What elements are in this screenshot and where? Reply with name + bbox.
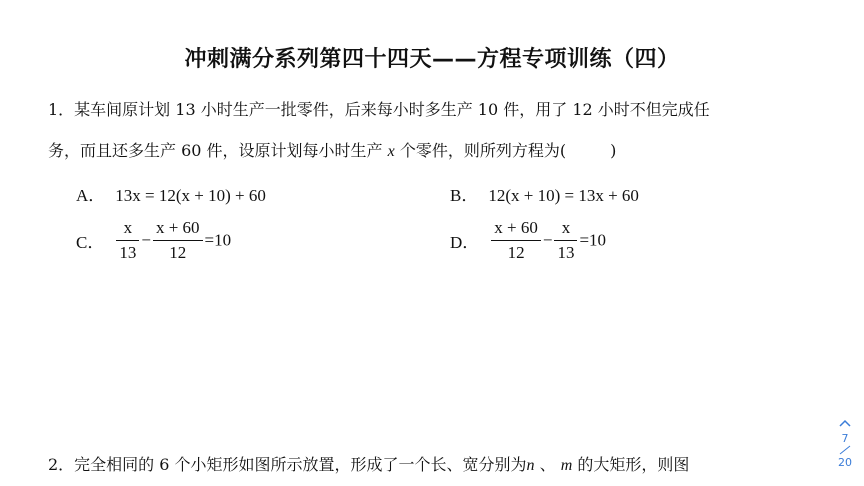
frac-numerator: x — [554, 218, 577, 241]
chevron-up-icon[interactable] — [830, 416, 860, 432]
question-1-line-1: 1．某车间原计划 13 小时生产一批零件，后来每小时多生产 10 件，用了 12 小时不但完成任 — [48, 100, 710, 119]
option-c-rhs: =10 — [204, 230, 232, 250]
current-page: 7 — [841, 432, 849, 445]
q2-sep: 、 — [539, 455, 556, 474]
option-a-equation: 13x = 12(x + 10) + 60 — [115, 186, 266, 205]
frac-numerator: x + 60 — [491, 218, 541, 241]
minus-sign: − — [141, 230, 151, 250]
frac-numerator: x + 60 — [153, 218, 203, 241]
page-separator-icon — [830, 445, 860, 456]
total-pages: 20 — [838, 456, 852, 469]
frac-numerator: x — [116, 218, 139, 241]
page-indicator — [830, 416, 860, 469]
frac-denominator: 12 — [169, 243, 187, 262]
frac-denominator: 12 — [507, 243, 525, 262]
option-b — [450, 181, 639, 206]
answer-paren-open: ( — [559, 141, 567, 160]
option-c-label: C． — [76, 233, 105, 252]
option-d — [450, 218, 606, 263]
frac-denominator: 13 — [119, 243, 137, 262]
minus-sign: − — [542, 230, 553, 250]
q2-var-m: m — [560, 457, 573, 474]
option-a-label: A． — [76, 186, 106, 205]
q2-var-n: n — [526, 457, 535, 474]
q2-text-post: 的大矩形，则图 — [577, 455, 690, 474]
option-c — [76, 218, 231, 263]
option-b-equation: 12(x + 10) = 13x + 60 — [488, 186, 639, 205]
question-2-line-1 — [48, 452, 689, 475]
q1-text-pre: 务，而且还多生产 60 件，设原计划每小时生产 — [48, 141, 388, 160]
option-c-fraction-1 — [116, 218, 139, 263]
option-d-label: D． — [450, 233, 480, 252]
answer-paren-close: ) — [610, 141, 617, 160]
frac-denominator: 13 — [557, 243, 575, 262]
option-a — [76, 181, 266, 206]
q2-text-pre: 2．完全相同的 6 个小矩形如图所示放置，形成了一个长、宽分别为 — [48, 455, 527, 474]
option-d-fraction-2 — [554, 218, 577, 263]
option-d-fraction-1 — [491, 218, 541, 263]
option-b-label: B． — [450, 186, 479, 205]
option-c-fraction-2 — [153, 218, 203, 263]
question-1-line-2 — [48, 138, 616, 161]
q1-variable: x — [387, 143, 395, 160]
q1-text-post: 个零件，则所列方程为 — [394, 141, 560, 160]
option-d-rhs: =10 — [579, 230, 607, 250]
page-title: 冲刺满分系列第四十四天——方程专项训练（四） — [184, 47, 680, 72]
